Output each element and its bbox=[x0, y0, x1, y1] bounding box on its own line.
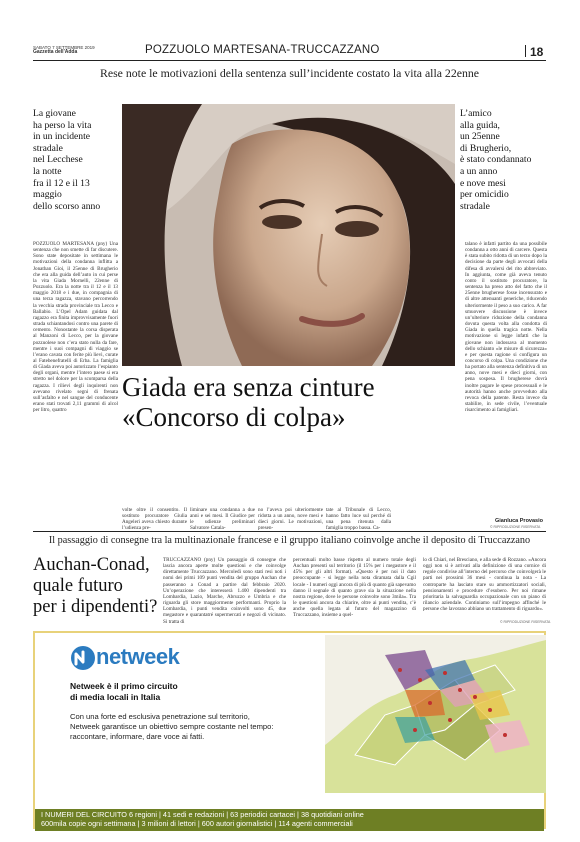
article1-column-6: talano è infatti partito da una possibile condanna a otto anni di carcere. Questa è stata subito ridotta di un terzo dopo la decisione da parte degli avvocati della difesa di avvalersi del rito abbreviato. In aggiunta, come già aveva tenuto conto il sostituto procuratore, la sentenza ha preso atto del fatto che il 25enne brugherese fosse incensurato e di altre attenuanti generiche, riducendo ulteriormente il peso a suo carico. A far smuovere discussione è invece un’ulteriore riduzione della condanna dovuta questa volta alla condotta di Giada in quella tragica notte. Nella motivazione si legge infatti che la giovane non indossava al momento dello schianto «le misure di sicurezza» e per questa ragione si configura un concorso di colpa. Una condizione che ha portato alla sentenza definitiva di un anno, nove mesi e dieci giorni, con pena sospesa. Il brugherese dovrà inoltre pagare le spese processuali e le autorità hanno anche provveduto alla revoca della patente. Resta invece da stabilire, in sede civile, l’eventuale risarcimento ai famigliari. bbox=[465, 241, 547, 414]
article2-headline: Auchan-Conad, quale futuro per i dipendenti? bbox=[33, 555, 158, 617]
woman-portrait-image bbox=[122, 104, 455, 366]
headline-line-2: «Concorso di colpa» bbox=[122, 402, 346, 432]
article-photo bbox=[122, 104, 455, 366]
ad-tagline-1: Netweek è il primo circuito bbox=[70, 681, 178, 691]
page-number: 18 bbox=[530, 45, 544, 59]
article2-column-1: TRUCCAZZANO (pny) Un passaggio di consegne che lascia ancora aperte molte questioni e che coinvolge direttamente Truccazzano. Mercoledì sono stati resi noti i nomi dei primi 109 punti vendita del gruppo Auchan che passeranno a Conad a partire dal febbraio 2020. Un’operazione che interesserà 1.400 dipendenti tra Lombardia, Lazio, Marche, Abruzzo e Umbria e che riguarda gli store maggiormente performanti. Proprio la Lombardia, i punti vendita coinvolti sono 45, due megastore e quarantatré supermercati e negozi di vicinato. Si tratta di bbox=[163, 557, 286, 625]
header-rule bbox=[33, 60, 546, 61]
netweek-ad[interactable] bbox=[33, 631, 546, 829]
article1-column-5: tate al Tribunale di Lecco, hanno fatto luce sul perché di una pena ritenuta dalla famiglia troppo bassa. Ca- bbox=[326, 507, 391, 532]
article1-column-1: POZZUOLO MARTESANA (pny) Una sentenza che non smette di far discutere. Sono state depositate in settimana le motivazioni della condanna inflitta a Jonathan Gioi, il 25enne di Brugherio che era alla guida dell’auto in cui perse la vita Giada Mornelli, 22enne di Pozzuolo. Era la notte tra il 12 e il 13 maggio 2018 e i due, in compagnia di una terza ragazza, stavano percorrendo la vecchia strada provinciale tra Lecco e Ballabio. L’Opel Adam guidata dal ragazzo era finita improvvisamente fuori strada schiantandosi contro una parete di cemento. Nonostante la corsa disperata al Manzoni di Lecco, per la giovane pozzuolese non c’era stato nulla da fare, mentre i suoi compagni di viaggio se l’erano cavata con ferite più lievi, curate al Fatebenefratelli di Erba. La famiglia di Giada aveva poi autorizzato l’espianto degli organi, mentre l’intero paese si era stretto nel dolore per la scomparsa della ragazza. I rilievi degli inquirenti non avevano rivelato segni di frenata sull’asfalto e nel sangue del conducente erano stati trovati 2,11 grammi di alcol per litro, quattro bbox=[33, 241, 118, 414]
article1-kicker: Rese note le motivazioni della sentenza sull’incidente costato la vita alla 22enne bbox=[99, 66, 479, 80]
article1-column-2: volte oltre il consentito. Il sostituto procuratore Giulia Angeleri aveva chiesto durante l’udienza pre- bbox=[122, 507, 187, 532]
page-divider bbox=[525, 45, 526, 57]
netweek-brand-text: netweek bbox=[96, 644, 180, 669]
article2-column-2: percentuali molto basse rispetto al numero totale degli Auchan presenti sul territorio (il 15% per i megastore e il 45% per gli altri format). «Questo è per noi il dato preoccupante - si legge nella nota diramata dalla Cgil locale - I numeri oggi ancora di più di quanto già sapevamo danno il segnale di quanto grave sia la situazione nella nostra regione, dove le persone coinvolte sono 3mila». Tra le questioni ancora da chiarire, oltre ai punti vendita, c’è anche quella legata al futuro del magazzino di Truccazzano, insieme a quel- bbox=[293, 557, 416, 619]
article2-column-3: lo di Chiari, nel Bresciano, e alla sede di Rozzano. «Ancora oggi non si è arrivati alla definizione di una cornice di regole condivise all’interno del percorso che coinvolgerà le parti nei prossimi 36 mesi - continua la nota - La controparte ha lasciato stare su ammortizzatori sociali, pensionamenti e procedure d’esubero. Per noi rimane prioritaria la salvaguardia occupazionale con un piano di rilancio aziendale. Continiamo sull’impegno affinché le persone che lavorano abbiano un trattamento di riguardo». bbox=[423, 557, 546, 613]
netweek-logo bbox=[70, 644, 180, 671]
article1-column-3: liminare una condanna a due anni e sei mesi. Il Giudice per le udienze preliminari Salvatore Catala- bbox=[190, 507, 255, 532]
ad-stats-bar bbox=[35, 809, 544, 831]
ad-tagline-2: di media locali in Italia bbox=[70, 692, 161, 702]
italy-region-map-image bbox=[325, 635, 546, 793]
header-date: SABATO 7 SETTEMBRE 2019 bbox=[33, 45, 95, 50]
section-rule bbox=[33, 531, 546, 532]
article1-column-4: no l’aveva poi ulteriormente ridotta a un anno, nove mesi e dieci giorni. Le motivazioni, presen- bbox=[258, 507, 323, 532]
left-sidebar: La giovane ha perso la vita in un incidente stradale nel Lecchese la notte fra il 12 e il 13 maggio dello scorso anno bbox=[33, 108, 101, 212]
section-title: POZZUOLO MARTESANA-TRUCCAZZANO bbox=[145, 44, 380, 56]
right-sidebar: L’amico alla guida, un 25enne di Brugherio, è stato condannato a un anno e nove mesi per omicidio stradale bbox=[460, 108, 532, 212]
article2-kicker: Il passaggio di consegne tra la multinazionale francese e il gruppo italiano coinvolge anche il deposito di Truccazzano bbox=[48, 535, 531, 546]
headline-line-1: Giada era senza cinture bbox=[122, 372, 375, 402]
ad-stats-line-2: 600mila copie ogni settimana | 3 milioni di lettori | 600 autori giornalistici | 114 agenti commerciali bbox=[41, 819, 353, 828]
ad-stats-line-1: I NUMERI DEL CIRCUITO 6 regioni | 41 sedi e redazioni | 63 periodici cartacei | 38 quotidiani online bbox=[41, 810, 364, 819]
author-name: Gianluca Provasio bbox=[495, 518, 543, 524]
header-paper: Gazzetta dell'Adda bbox=[33, 49, 78, 55]
copyright-note: © RIPRODUZIONE RISERVATA bbox=[490, 525, 541, 529]
copyright-note-2: © RIPRODUZIONE RISERVATA bbox=[500, 620, 551, 624]
ad-body: Con una forte ed esclusiva penetrazione sul territorio, Netweek garantisce un obiettivo sempre costante nel tempo: raccontare, informare, dare voce ai fatti. bbox=[70, 712, 274, 741]
